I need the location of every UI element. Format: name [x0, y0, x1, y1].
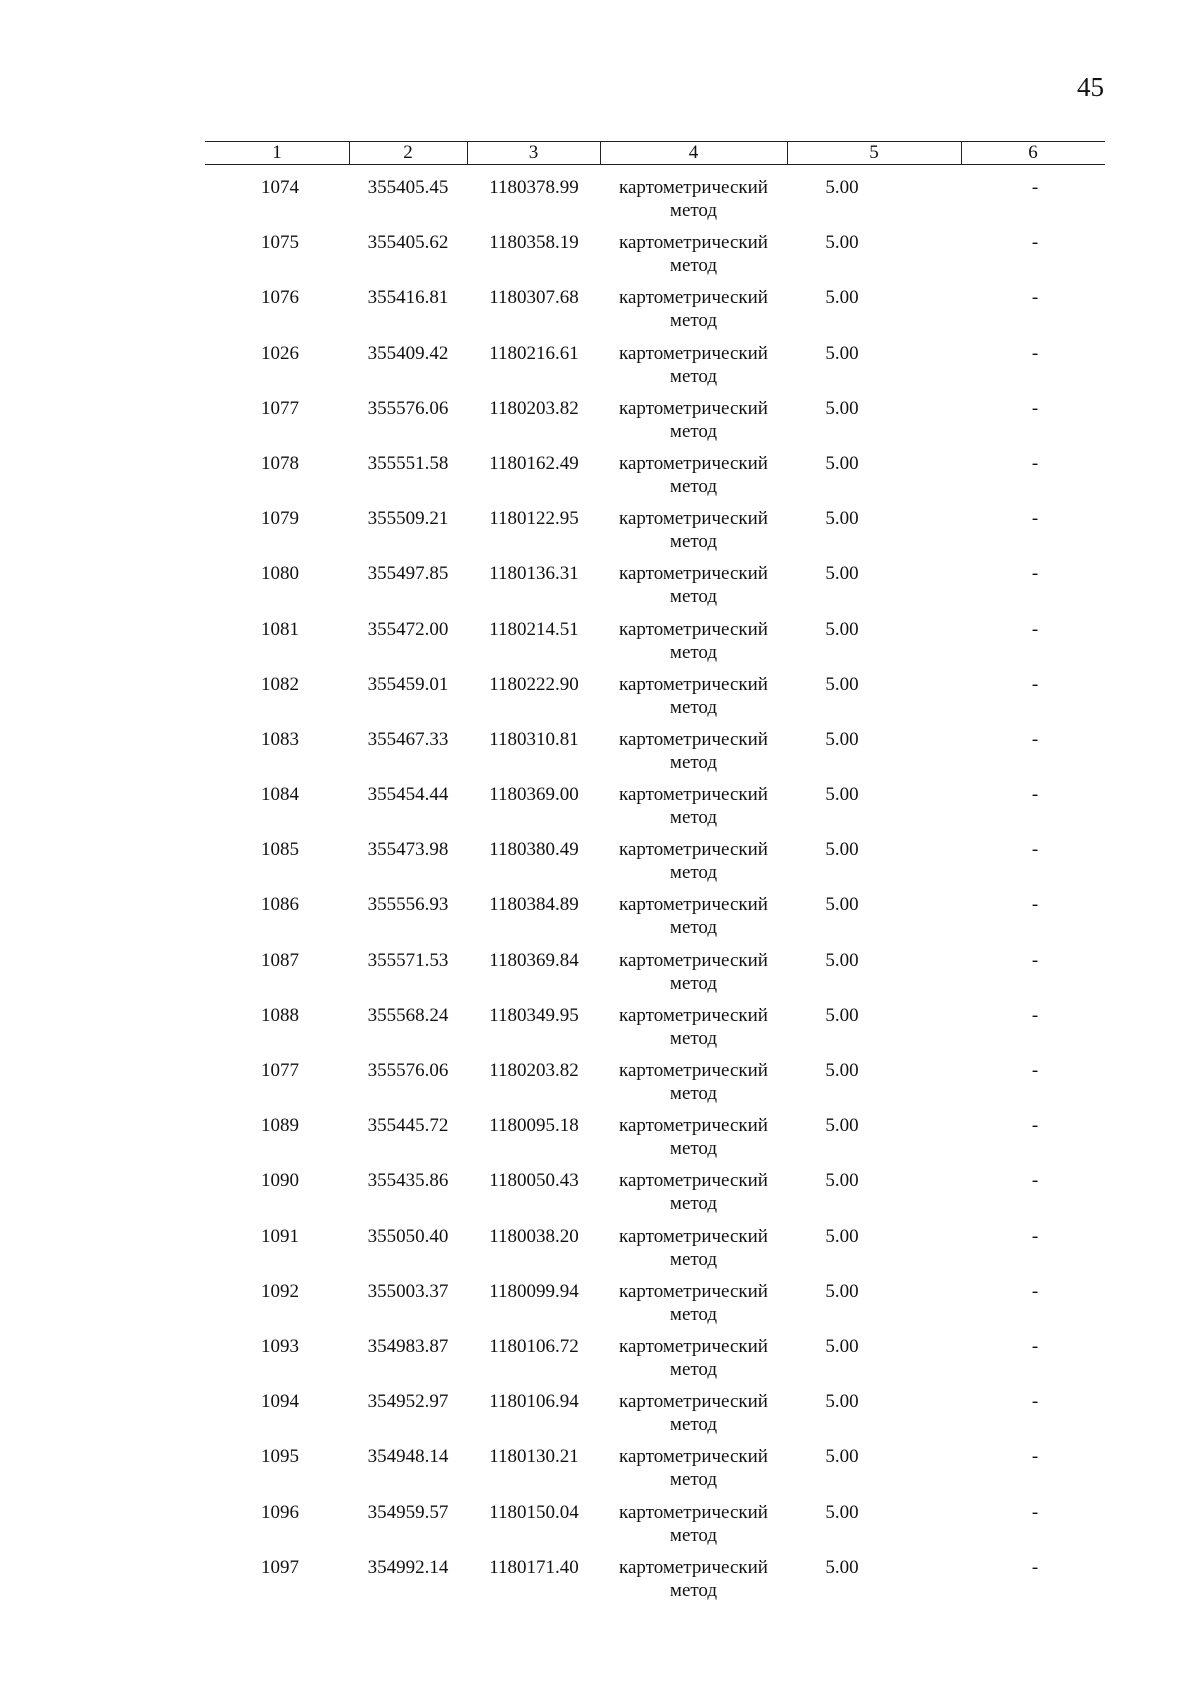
method-line-2: метод [669, 1027, 718, 1049]
error-value: 5.00 [825, 1391, 859, 1413]
error-value: 5.00 [825, 1004, 859, 1026]
error-value: 5.00 [825, 784, 859, 806]
x-coordinate: 355509.21 [367, 508, 449, 530]
note-value: - [1031, 1335, 1039, 1357]
header-col-6: 6 [1028, 142, 1038, 163]
note-value: - [1031, 1060, 1039, 1081]
note-value: - [1031, 397, 1039, 419]
method-line-2: метод [669, 807, 718, 829]
error-value: 5.00 [825, 397, 859, 419]
method-line-1: картометрический [619, 1446, 768, 1468]
header-col-1: 1 [205, 142, 350, 164]
method-line-1: картометрический [619, 397, 768, 419]
method-cell [600, 1225, 787, 1271]
note-value: - [1031, 1446, 1039, 1468]
error-value: 5.00 [825, 563, 859, 585]
point-number: 1095 [261, 1446, 299, 1468]
note-value: - [1031, 784, 1039, 806]
error-value: 5.00 [825, 287, 859, 309]
note-value: - [1031, 452, 1039, 474]
point-number: 1086 [261, 894, 299, 916]
method-line-1: картометрический [619, 1225, 768, 1247]
method-line-1: картометрический [619, 894, 768, 916]
y-coordinate: 1180099.94 [489, 1280, 579, 1302]
note-value: - [1031, 508, 1039, 530]
y-coordinate: 1180150.04 [489, 1501, 579, 1523]
method-cell [600, 507, 787, 553]
error-value: 5.00 [825, 949, 859, 971]
x-coordinate: 355416.81 [367, 287, 449, 309]
point-number: 1093 [261, 1335, 299, 1357]
method-line-2: метод [669, 1138, 718, 1160]
method-line-1: картометрический [619, 839, 768, 861]
method-cell [600, 1114, 787, 1160]
y-coordinate: 1180358.19 [489, 232, 579, 254]
method-line-2: метод [669, 862, 718, 884]
method-line-1: картометрический [619, 177, 768, 198]
point-number: 1097 [261, 1556, 299, 1578]
method-line-2: метод [669, 586, 718, 608]
table-row [205, 507, 1105, 562]
error-value: 5.00 [825, 1556, 859, 1578]
method-line-1: картометрический [619, 452, 768, 474]
point-number: 1026 [261, 342, 299, 364]
y-coordinate: 1180136.31 [489, 563, 579, 585]
error-value: 5.00 [825, 728, 859, 750]
note-value: - [1031, 1280, 1039, 1302]
error-value: 5.00 [825, 673, 859, 695]
point-number: 1089 [261, 1115, 299, 1137]
error-value: 5.00 [825, 839, 859, 861]
method-line-1: картометрический [619, 1391, 768, 1413]
table-row [205, 1445, 1105, 1500]
table-row [205, 728, 1105, 783]
point-number: 1076 [261, 287, 299, 309]
method-cell [600, 949, 787, 995]
point-number: 1082 [261, 673, 299, 695]
method-line-1: картометрический [619, 1004, 768, 1026]
error-value: 5.00 [825, 894, 859, 916]
point-number: 1080 [261, 563, 299, 585]
table-row [205, 342, 1105, 397]
note-value: - [1031, 949, 1039, 971]
y-coordinate: 1180310.81 [489, 728, 579, 750]
x-coordinate: 355467.33 [367, 728, 449, 750]
y-coordinate: 1180307.68 [489, 287, 579, 309]
method-cell [600, 1390, 787, 1436]
y-coordinate: 1180162.49 [489, 452, 579, 474]
method-cell [600, 783, 787, 829]
x-coordinate: 355405.45 [367, 177, 449, 198]
note-value: - [1031, 177, 1039, 198]
y-coordinate: 1180349.95 [489, 1004, 579, 1026]
table-row [205, 1390, 1105, 1445]
method-line-1: картометрический [619, 1060, 768, 1081]
method-line-2: метод [669, 310, 718, 332]
x-coordinate: 355409.42 [367, 342, 449, 364]
note-value: - [1031, 1004, 1039, 1026]
table-row [205, 893, 1105, 948]
method-line-2: метод [669, 365, 718, 387]
method-cell [600, 562, 787, 608]
y-coordinate: 1180380.49 [489, 839, 579, 861]
x-coordinate: 355405.62 [367, 232, 449, 254]
point-number: 1091 [261, 1225, 299, 1247]
method-cell [600, 1501, 787, 1547]
method-line-1: картометрический [619, 1501, 768, 1523]
y-coordinate: 1180106.72 [489, 1335, 579, 1357]
method-line-1: картометрический [619, 1115, 768, 1137]
method-cell [600, 1556, 787, 1602]
method-line-1: картометрический [619, 232, 768, 254]
x-coordinate: 355459.01 [367, 673, 449, 695]
method-cell [600, 1445, 787, 1491]
method-line-1: картометрический [619, 563, 768, 585]
method-line-2: метод [669, 1303, 718, 1325]
table-row [205, 673, 1105, 728]
y-coordinate: 1180222.90 [489, 673, 579, 695]
method-line-1: картометрический [619, 728, 768, 750]
method-cell [600, 342, 787, 388]
method-cell [600, 728, 787, 774]
error-value: 5.00 [825, 1335, 859, 1357]
point-number: 1096 [261, 1501, 299, 1523]
x-coordinate: 355445.72 [367, 1115, 449, 1137]
method-line-2: метод [669, 420, 718, 442]
error-value: 5.00 [825, 342, 859, 364]
x-coordinate: 355050.40 [367, 1225, 449, 1247]
x-coordinate: 355571.53 [367, 949, 449, 971]
method-line-1: картометрический [619, 1170, 768, 1192]
x-coordinate: 355551.58 [367, 452, 449, 474]
error-value: 5.00 [825, 1170, 859, 1192]
error-value: 5.00 [825, 452, 859, 474]
point-number: 1077 [261, 1060, 299, 1081]
y-coordinate: 1180384.89 [489, 894, 579, 916]
y-coordinate: 1180106.94 [489, 1391, 579, 1413]
error-value: 5.00 [825, 1280, 859, 1302]
point-number: 1092 [261, 1280, 299, 1302]
method-cell [600, 1059, 787, 1105]
error-value: 5.00 [825, 618, 859, 640]
note-value: - [1031, 1501, 1039, 1523]
table-row [205, 1280, 1105, 1335]
y-coordinate: 1180369.00 [489, 784, 579, 806]
method-cell [600, 838, 787, 884]
header-col-2: 2 [349, 142, 468, 164]
note-value: - [1031, 287, 1039, 309]
method-line-2: метод [669, 1248, 718, 1270]
y-coordinate: 1180122.95 [489, 508, 579, 530]
method-line-1: картометрический [619, 784, 768, 806]
point-number: 1088 [261, 1004, 299, 1026]
method-cell [600, 1004, 787, 1050]
x-coordinate: 355576.06 [367, 1060, 449, 1081]
point-number: 1087 [261, 949, 299, 971]
table-row [205, 838, 1105, 893]
table-row [205, 397, 1105, 452]
header-col-4: 4 [600, 142, 788, 164]
x-coordinate: 354992.14 [367, 1556, 449, 1578]
method-line-2: метод [669, 255, 718, 277]
point-number: 1078 [261, 452, 299, 474]
point-number: 1075 [261, 232, 299, 254]
method-line-2: метод [669, 531, 718, 553]
note-value: - [1031, 563, 1039, 585]
method-line-2: метод [669, 1414, 718, 1436]
note-value: - [1031, 342, 1039, 364]
method-line-2: метод [669, 475, 718, 497]
x-coordinate: 354952.97 [367, 1391, 449, 1413]
x-coordinate: 355568.24 [367, 1004, 449, 1026]
error-value: 5.00 [825, 1060, 859, 1081]
point-number: 1090 [261, 1170, 299, 1192]
error-value: 5.00 [825, 1225, 859, 1247]
y-coordinate: 1180095.18 [489, 1115, 579, 1137]
method-cell [600, 397, 787, 443]
x-coordinate: 355003.37 [367, 1280, 449, 1302]
x-coordinate: 355556.93 [367, 894, 449, 916]
method-cell [600, 231, 787, 277]
header-col-5: 5 [787, 142, 962, 164]
method-cell [600, 893, 787, 939]
method-line-2: метод [669, 1193, 718, 1215]
method-line-1: картометрический [619, 342, 768, 364]
note-value: - [1031, 1391, 1039, 1413]
x-coordinate: 354948.14 [367, 1446, 449, 1468]
method-line-2: метод [669, 1524, 718, 1546]
method-cell [600, 286, 787, 332]
method-cell [600, 673, 787, 719]
point-number: 1085 [261, 839, 299, 861]
method-line-2: метод [669, 1579, 718, 1601]
table-row [205, 949, 1105, 1004]
table-row [205, 562, 1105, 617]
y-coordinate: 1180203.82 [489, 1060, 579, 1081]
x-coordinate: 355435.86 [367, 1170, 449, 1192]
table-row [205, 1335, 1105, 1390]
method-line-2: метод [669, 972, 718, 994]
method-cell [600, 618, 787, 664]
table-row [205, 1169, 1105, 1224]
note-value: - [1031, 894, 1039, 916]
note-value: - [1031, 1115, 1039, 1137]
x-coordinate: 355576.06 [367, 397, 449, 419]
method-cell [600, 176, 787, 222]
x-coordinate: 355473.98 [367, 839, 449, 861]
error-value: 5.00 [825, 508, 859, 530]
method-line-2: метод [669, 641, 718, 663]
method-cell [600, 1335, 787, 1381]
error-value: 5.00 [825, 1501, 859, 1523]
note-value: - [1031, 673, 1039, 695]
y-coordinate: 1180130.21 [489, 1446, 579, 1468]
x-coordinate: 355497.85 [367, 563, 449, 585]
x-coordinate: 355472.00 [367, 618, 449, 640]
table-body [205, 176, 1105, 1611]
table-row [205, 176, 1105, 231]
table-row [205, 618, 1105, 673]
error-value: 5.00 [825, 232, 859, 254]
y-coordinate: 1180214.51 [489, 618, 579, 640]
method-line-2: метод [669, 200, 718, 221]
x-coordinate: 354959.57 [367, 1501, 449, 1523]
method-line-1: картометрический [619, 673, 768, 695]
table-header [205, 141, 1105, 165]
point-number: 1077 [261, 397, 299, 419]
table-row [205, 1556, 1105, 1611]
y-coordinate: 1180378.99 [489, 177, 579, 198]
table-row [205, 452, 1105, 507]
method-line-2: метод [669, 696, 718, 718]
y-coordinate: 1180050.43 [489, 1170, 579, 1192]
method-line-1: картометрический [619, 1280, 768, 1302]
y-coordinate: 1180038.20 [489, 1225, 579, 1247]
y-coordinate: 1180203.82 [489, 397, 579, 419]
method-line-1: картометрический [619, 508, 768, 530]
error-value: 5.00 [825, 1115, 859, 1137]
method-line-1: картометрический [619, 1556, 768, 1578]
page-number: 45 [1077, 72, 1104, 102]
method-line-1: картометрический [619, 1335, 768, 1357]
error-value: 5.00 [825, 1446, 859, 1468]
y-coordinate: 1180171.40 [489, 1556, 579, 1578]
header-col-3: 3 [467, 142, 601, 164]
table-row [205, 231, 1105, 286]
point-number: 1081 [261, 618, 299, 640]
y-coordinate: 1180216.61 [489, 342, 579, 364]
method-cell [600, 452, 787, 498]
table-row [205, 1004, 1105, 1059]
method-line-2: метод [669, 917, 718, 939]
x-coordinate: 355454.44 [367, 784, 449, 806]
point-number: 1074 [261, 177, 299, 198]
method-line-1: картометрический [619, 949, 768, 971]
method-line-2: метод [669, 1083, 718, 1104]
note-value: - [1031, 618, 1039, 640]
method-line-2: метод [669, 1469, 718, 1491]
table-row [205, 1114, 1105, 1169]
note-value: - [1031, 728, 1039, 750]
table-row [205, 1059, 1105, 1114]
table-row [205, 783, 1105, 838]
point-number: 1083 [261, 728, 299, 750]
note-value: - [1031, 1170, 1039, 1192]
y-coordinate: 1180369.84 [489, 949, 579, 971]
note-value: - [1031, 1225, 1039, 1247]
method-line-1: картометрический [619, 618, 768, 640]
table-row [205, 286, 1105, 341]
x-coordinate: 354983.87 [367, 1335, 449, 1357]
method-line-2: метод [669, 751, 718, 773]
note-value: - [1031, 1556, 1039, 1578]
table-row [205, 1225, 1105, 1280]
point-number: 1079 [261, 508, 299, 530]
method-line-2: метод [669, 1358, 718, 1380]
method-cell [600, 1169, 787, 1215]
method-line-1: картометрический [619, 287, 768, 309]
note-value: - [1031, 232, 1039, 254]
table-row [205, 1501, 1105, 1556]
method-cell [600, 1280, 787, 1326]
point-number: 1094 [261, 1391, 299, 1413]
error-value: 5.00 [825, 177, 859, 198]
note-value: - [1031, 839, 1039, 861]
point-number: 1084 [261, 784, 299, 806]
